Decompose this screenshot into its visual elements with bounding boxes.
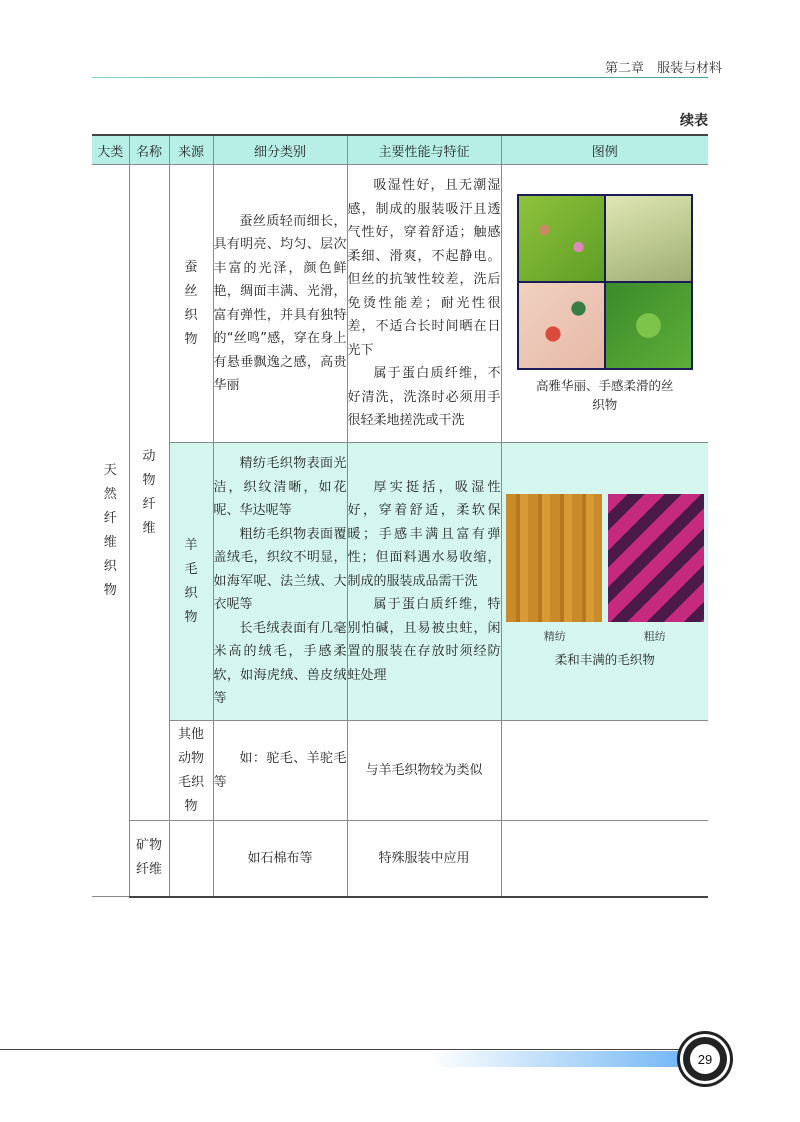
source-cell-silk: 蚕 丝 织 物 (169, 165, 213, 443)
illustration-cell-silk (501, 165, 708, 443)
name-cell-animal: 动 物 纤 维 (129, 165, 169, 821)
subcategory-cell-silk: 蚕丝质轻而细长，具有明亮、均匀、层次丰富的光泽，颜色鲜艳，绸面丰满、光滑，富有弹性，并具有独特的“丝鸣”感，穿在身上有悬垂飘逸之感，高贵华丽 (213, 165, 347, 443)
category-cell: 天 然 纤 维 织 物 (92, 165, 129, 897)
col-header-features: 主要性能与特征 (347, 135, 501, 165)
wool-fabric-photos (502, 494, 709, 622)
illustration-cell-empty (501, 821, 708, 897)
illustration-cell-empty (501, 721, 708, 821)
footer-rule (0, 1049, 690, 1050)
features-cell-mineral: 特殊服装中应用 (347, 821, 501, 897)
table-row (92, 165, 708, 443)
table-row (92, 821, 708, 897)
source-cell-wool: 羊 毛 织 物 (169, 443, 213, 721)
col-header-source: 来源 (169, 135, 213, 165)
features-cell-wool: 厚实挺括，吸湿性好，穿着舒适，柔软保暖；手感丰满且富有弹性；但面料遇水易收缩，制成的服装成品需干洗 属于蛋白质纤维，特别怕碱，且易被虫蛀，闲置的服装在存放时须经防蛀处理 (347, 443, 501, 721)
fabric-table (92, 134, 708, 898)
subcategory-cell-mineral: 如石棉布等 (213, 821, 347, 897)
footer-gradient-bar (430, 1051, 692, 1067)
col-header-illustration: 图例 (501, 135, 708, 165)
col-header-subcategory: 细分类别 (213, 135, 347, 165)
subcategory-cell-other: 如：驼毛、羊驼毛等 (213, 721, 347, 821)
source-cell-other: 其他 动物 毛织 物 (169, 721, 213, 821)
worsted-label: 精纺 (543, 630, 566, 643)
illustration-cell-wool (501, 443, 708, 721)
page-number: 29 (690, 1044, 720, 1074)
woolen-wool-photo (608, 494, 704, 622)
source-cell-empty (169, 821, 213, 897)
col-header-category: 大类 (92, 135, 129, 165)
subcategory-cell-wool: 精纺毛织物表面光洁，织纹清晰，如花呢、华达呢等 粗纺毛织物表面覆盖绒毛，织纹不明显，如海军呢、法兰绒、大衣呢等 长毛绒表面有几毫米高的绒毛，手感柔软，如海虎绒、兽皮绒等 (213, 443, 347, 721)
header-rule (92, 77, 708, 78)
continued-label: 续表 (680, 113, 708, 129)
wool-caption: 柔和丰满的毛织物 (554, 652, 655, 667)
table-row (92, 443, 708, 721)
silk-caption: 高雅华丽、手感柔滑的丝织物 (535, 377, 674, 412)
woolen-label: 粗纺 (643, 630, 666, 643)
gear-icon (683, 1037, 727, 1081)
chapter-header: 第二章 服装与材料 (604, 61, 722, 76)
name-cell-mineral: 矿物 纤维 (129, 821, 169, 897)
worsted-wool-photo (506, 494, 602, 622)
silk-fabric-photos (517, 194, 693, 370)
features-cell-other: 与羊毛织物较为类似 (347, 721, 501, 821)
col-header-name: 名称 (129, 135, 169, 165)
table-row (92, 721, 708, 821)
table-header-row (92, 135, 708, 165)
features-cell-silk: 吸湿性好，且无潮湿感，制成的服装吸汗且透气性好，穿着舒适；触感柔细、滑爽，不起静电。但丝的抗皱性较差，洗后免烫性能差；耐光性很差，不适合长时间晒在日光下 属于蛋白质纤维，不好清洗，洗涤时必须用手很轻柔地搓洗或干洗 (347, 165, 501, 443)
